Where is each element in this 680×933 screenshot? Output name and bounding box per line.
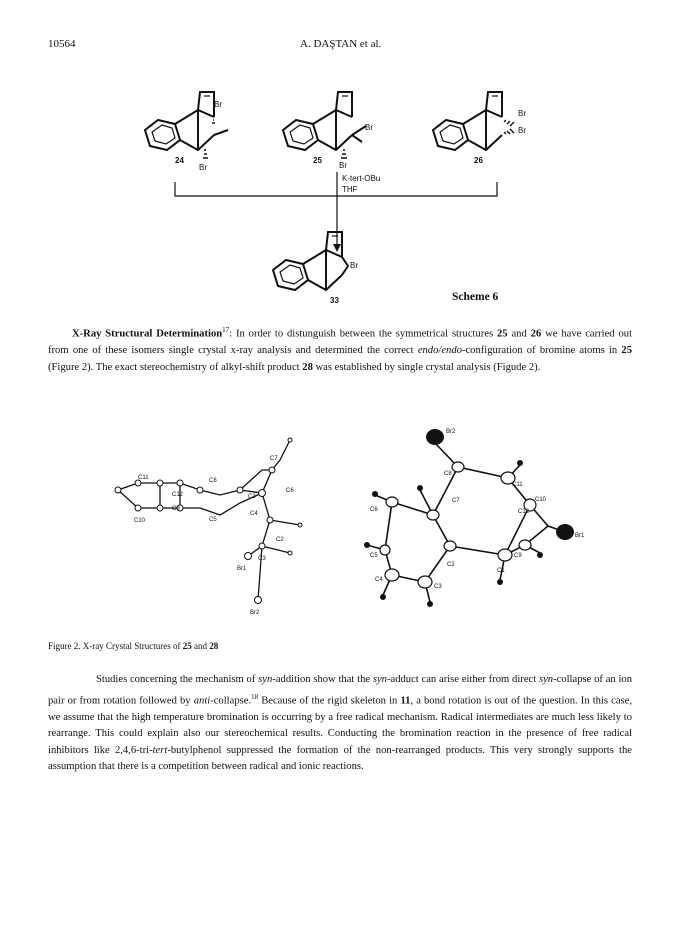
ref-18: 18 bbox=[251, 692, 259, 701]
caption-compound-b: 28 bbox=[209, 641, 219, 651]
italic-term: anti bbox=[193, 695, 211, 707]
left-atom: C3 bbox=[258, 556, 266, 562]
right-atom: C9 bbox=[514, 553, 522, 559]
text-part: -configuration of bromine atoms in bbox=[461, 345, 622, 357]
right-atom: C7 bbox=[452, 498, 460, 504]
text-part: was established by single crystal analysis (Figude 2). bbox=[312, 361, 541, 373]
left-atom: Br1 bbox=[237, 566, 247, 572]
italic-term: syn bbox=[538, 674, 554, 685]
right-atom: C3 bbox=[434, 584, 442, 590]
right-atom: C5 bbox=[370, 553, 378, 559]
left-atom: C4 bbox=[250, 511, 258, 517]
compound-ref: 26 bbox=[530, 328, 542, 340]
figure-2-drawing bbox=[0, 420, 680, 630]
left-atom: Br2 bbox=[250, 610, 260, 616]
reagent-line-1: K-tert-OBu bbox=[342, 174, 381, 183]
compound-25-label: 25 bbox=[313, 156, 322, 165]
text-part: -adduct can arise either from direct bbox=[386, 674, 539, 685]
right-atom: Br1 bbox=[575, 533, 585, 539]
left-atom: C11 bbox=[138, 475, 149, 481]
left-atom: C1 bbox=[248, 494, 256, 500]
figure-2-caption bbox=[48, 641, 218, 651]
running-head: A. DAŞTAN et al. bbox=[300, 38, 382, 50]
right-atom: C11 bbox=[512, 482, 523, 488]
left-atom: C12 bbox=[172, 492, 184, 498]
italic-term: tert bbox=[152, 744, 168, 756]
left-atom: C6 bbox=[286, 488, 294, 494]
br2-atom bbox=[426, 429, 444, 445]
text-part: -butylphenol suppressed the formation of the non-rearranged products. This very strongly supports the assumption that there is a competition between radical and ionic reactions. bbox=[48, 744, 632, 773]
br-33: Br bbox=[350, 261, 358, 270]
italic-term: syn bbox=[258, 674, 273, 685]
left-atom: C9 bbox=[172, 506, 180, 512]
italic-term: syn bbox=[372, 674, 387, 685]
reagent-line-2: THF bbox=[342, 185, 358, 194]
compound-ref: 25 bbox=[497, 328, 508, 340]
structure-25 bbox=[283, 92, 366, 150]
text-part: -addition show that the bbox=[272, 674, 373, 685]
left-atom: C7 bbox=[270, 456, 278, 462]
mechanism-paragraph bbox=[48, 672, 632, 776]
caption-compound-a: 25 bbox=[182, 641, 192, 651]
right-atom: C1 bbox=[497, 568, 505, 574]
compound-ref: 11 bbox=[400, 695, 411, 707]
br1-atom bbox=[556, 524, 574, 540]
br-26a: Br bbox=[518, 109, 526, 118]
left-atom: C8 bbox=[209, 478, 217, 484]
scheme-label: Scheme 6 bbox=[452, 291, 499, 303]
reaction-arrowhead bbox=[333, 244, 341, 252]
caption-and: and bbox=[191, 641, 210, 651]
br-24b: Br bbox=[199, 163, 207, 172]
section-title: X-Ray Structural Determination bbox=[72, 328, 223, 340]
compound-ref: 28 bbox=[302, 361, 313, 373]
compound-ref: 25 bbox=[621, 345, 632, 357]
compound-26-label: 26 bbox=[474, 156, 483, 165]
right-atom: C8 bbox=[444, 471, 452, 477]
br-25a: Br bbox=[365, 123, 373, 132]
ref-17: 17 bbox=[222, 326, 230, 334]
compound-24-label: 24 bbox=[175, 156, 184, 165]
text-part: and bbox=[507, 328, 531, 340]
structure-26 bbox=[433, 92, 502, 150]
text-part: : In order to distunguish between the symmetrical structures bbox=[229, 328, 497, 340]
br-25b: Br bbox=[339, 161, 347, 170]
text-part: we have carried out from one of these isomers single crystal x-ray analysis and determined the correct bbox=[48, 328, 633, 357]
text-part: , a bond rotation is out of the question. In this case, we assume that the high temperature bromination is occurring by a free radical mechanism. Radical intermediates are much less likely to rearrange. This could explain also our stereochemical results. Conducting the bromination reaction in the presence of free radical inhibitors like 2,4,6-tri- bbox=[48, 695, 633, 756]
right-atom: C10 bbox=[535, 497, 547, 503]
left-atom: C5 bbox=[209, 517, 217, 523]
compound-33-label: 33 bbox=[330, 296, 339, 305]
page-number: 10564 bbox=[48, 38, 76, 50]
right-atom: C6 bbox=[370, 507, 378, 513]
right-atom: Br2 bbox=[446, 429, 456, 435]
text-part: Studies concerning the mechanism of bbox=[96, 674, 259, 685]
left-atom: C10 bbox=[134, 518, 146, 524]
right-atom: C2 bbox=[447, 562, 455, 568]
scheme-6-drawing bbox=[0, 80, 680, 310]
xray-paragraph bbox=[48, 322, 632, 376]
italic-term: endo/endo bbox=[417, 345, 462, 357]
text-part: (Figure 2). The exact stereochemistry of alkyl-shift product bbox=[48, 361, 303, 373]
text-part: -collapse. bbox=[210, 695, 252, 707]
br-24a: Br bbox=[214, 100, 222, 109]
text-part: Because of the rigid skeleton in bbox=[258, 695, 401, 707]
right-atom: C12 bbox=[518, 509, 530, 515]
br-26b: Br bbox=[518, 126, 526, 135]
caption-prefix: Figure 2. X-ray Crystal Structures of bbox=[48, 641, 183, 651]
left-atom: C2 bbox=[276, 537, 284, 543]
right-atom: C4 bbox=[375, 577, 383, 583]
text-part: -collapse of an ion pair or from rotation followed by bbox=[48, 674, 633, 707]
